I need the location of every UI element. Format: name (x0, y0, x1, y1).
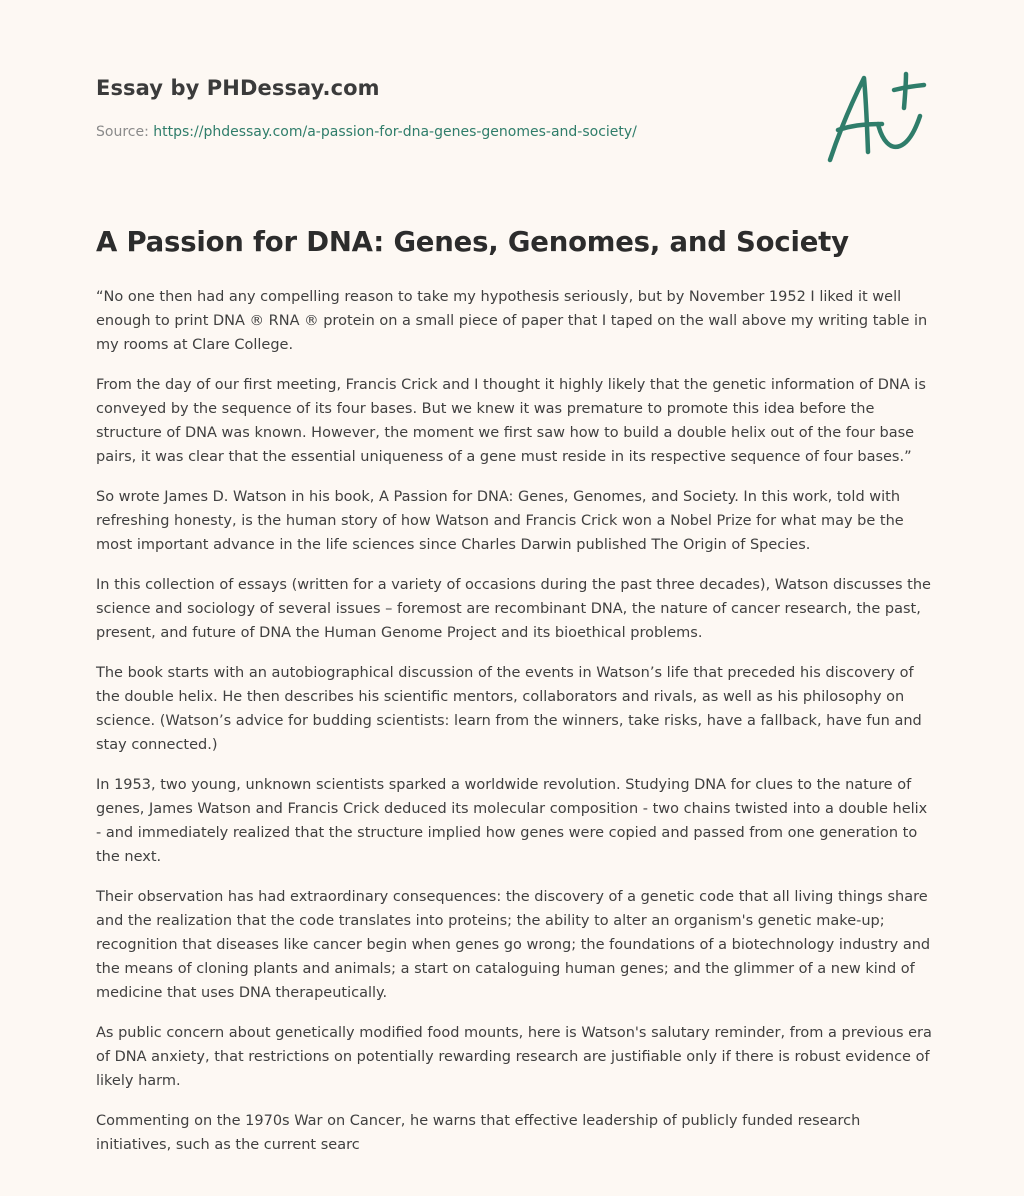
source-line (96, 124, 637, 140)
paragraph: Commenting on the 1970s War on Cancer, he warns that effective leadership of publicly funded research initiatives, such as the current searc (96, 1113, 861, 1153)
paragraph: So wrote James D. Watson in his book, A Passion for DNA: Genes, Genomes, and Society. In this work, told with refreshing honesty, is the human story of how Watson and Francis Crick won a Nobel Prize for what may be the most important advance in the life sciences since Charles Darwin published The Origin of Species. (96, 489, 904, 553)
paragraph: “No one then had any compelling reason to take my hypothesis seriously, but by November 1952 I liked it well enough to print DNA ® RNA ® protein on a small piece of paper that I taped on the wall above my writing table in my rooms at Clare College. (96, 289, 928, 353)
paragraph: The book starts with an autobiographical discussion of the events in Watson’s life that preceded his discovery of the double helix. He then describes his scientific mentors, collaborators and rivals, as well as his philosophy on science. (Watson’s advice for budding scientists: learn from the winners, take risks, have a fallback, have fun and stay connected.) (96, 665, 922, 753)
a-plus-logo-icon (824, 66, 928, 166)
paragraph: From the day of our first meeting, Francis Crick and I thought it highly likely that the genetic information of DNA is conveyed by the sequence of its four bases. But we knew it was premature to promote this idea before the structure of DNA was known. However, the moment we first saw how to build a double helix out of the four base pairs, it was clear that the essential uniqueness of a gene must reside in its respective sequence of four bases.” (96, 377, 926, 465)
paragraph: In this collection of essays (written for a variety of occasions during the past three decades), Watson discusses the science and sociology of several issues – foremost are recombinant DNA, the nature of cancer research, the past, present, and future of DNA the Human Genome Project and its bioethical problems. (96, 577, 931, 641)
paragraph: In 1953, two young, unknown scientists sparked a worldwide revolution. Studying DNA for clues to the nature of genes, James Watson and Francis Crick deduced its molecular composition - two chains twisted into a double helix - and immediately realized that the structure implied how genes were copied and passed from one generation to the next. (96, 777, 928, 865)
paragraph: As public concern about genetically modified food mounts, here is Watson's salutary reminder, from a previous era of DNA anxiety, that restrictions on potentially rewarding research are justifiable only if there is robust evidence of likely harm. (96, 1025, 932, 1089)
source-label: Source: (96, 124, 149, 140)
essay-body (96, 285, 932, 1173)
site-brand: Essay by PHDessay.com (96, 76, 380, 100)
paragraph: Their observation has had extraordinary consequences: the discovery of a genetic code that all living things share and the realization that the code translates into proteins; the ability to alter an organism's genetic make-up; recognition that diseases like cancer begin when genes go wrong; the foundations of a biotechnology industry and the means of cloning plants and animals; a start on cataloguing human genes; and the glimmer of a new kind of medicine that uses DNA therapeutically. (96, 889, 931, 1001)
source-link[interactable]: https://phdessay.com/a-passion-for-dna-genes-genomes-and-society/ (153, 124, 637, 140)
essay-title: A Passion for DNA: Genes, Genomes, and Society (96, 226, 849, 258)
